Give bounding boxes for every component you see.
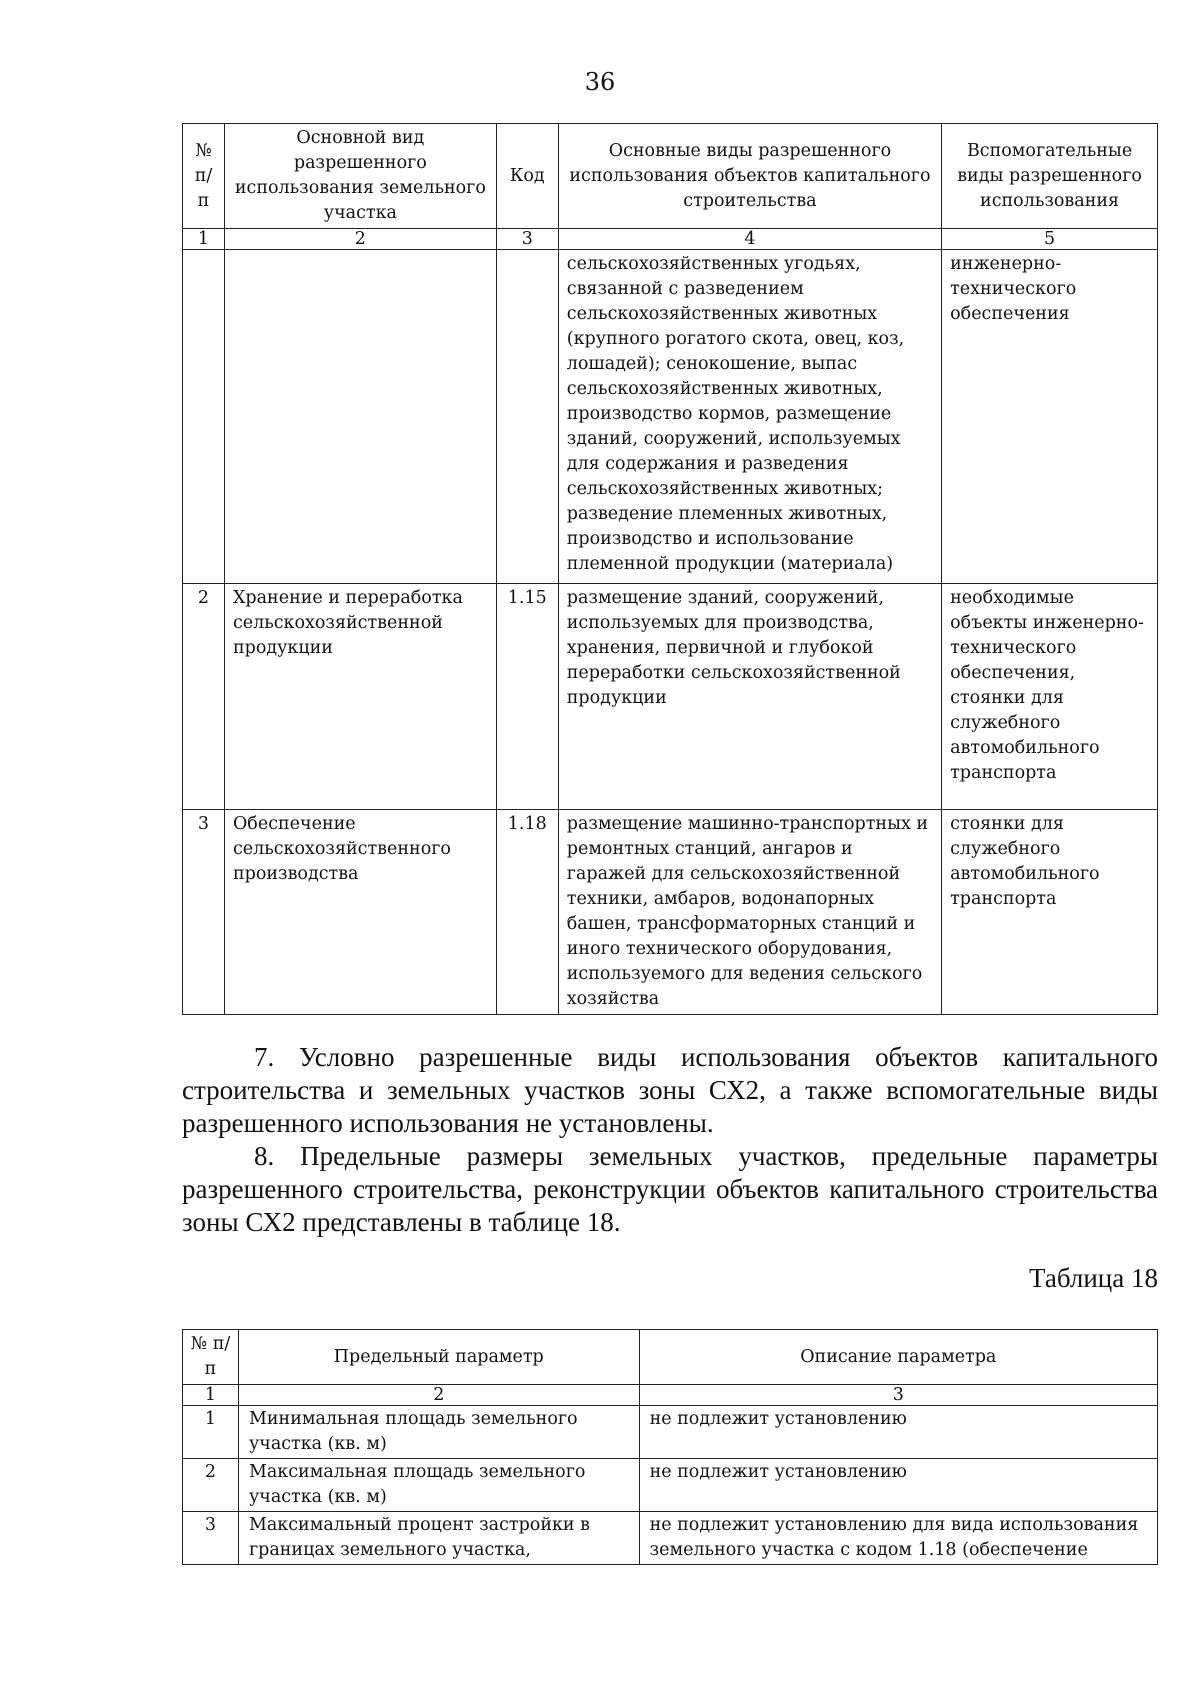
table-row <box>183 810 1158 1015</box>
row-param: Минимальная площадь земельного участка (кв. м) <box>238 1406 639 1459</box>
limit-parameters-table <box>182 1329 1158 1565</box>
table-row <box>183 1459 1158 1512</box>
page-number: 36 <box>584 68 616 96</box>
header-capital: Основные виды разрешенного использования объектов капитального строительства <box>558 124 941 229</box>
permitted-use-table <box>182 123 1158 1015</box>
row-code: 1.15 <box>496 584 558 810</box>
row-desc: не подлежит установлению <box>639 1459 1157 1512</box>
row-code <box>496 250 558 584</box>
row-main-type: Обеспечение сельскохозяйственного производства <box>224 810 496 1015</box>
col-number: 5 <box>942 229 1158 250</box>
row-num: 1 <box>183 1406 239 1459</box>
paragraph-7: 7. Условно разрешенные виды использования объектов капитального строительства и земельных участков зоны СХ2, а также вспомогательные виды разрешенного использования не установлены. <box>182 1042 1158 1138</box>
table-caption: Таблица 18 <box>1029 1263 1158 1293</box>
table-row <box>183 1512 1158 1565</box>
row-auxiliary: необходимые объекты инженерно-технического обеспечения, стоянки для служебного автомобильного транспорта <box>942 584 1158 810</box>
row-auxiliary: стоянки для служебного автомобильного транспорта <box>942 810 1158 1015</box>
col-number: 2 <box>238 1385 639 1406</box>
row-num: 2 <box>183 584 225 810</box>
header-auxiliary: Вспомогательные виды разрешенного использования <box>942 124 1158 229</box>
table-header-row <box>183 124 1158 229</box>
row-main-type <box>224 250 496 584</box>
row-capital: сельскохозяйственных угодьях, связанной с разведением сельскохозяйственных животных (крупного рогатого скота, овец, коз, лошадей); сенокошение, выпас сельскохозяйственных животных, производство кормов, размещение зданий, сооружений, используемых для содержания и разведения сельскохозяйственных животных; разведение племенных животных, производство и использование племенной продукции (материала) <box>558 250 941 584</box>
col-number: 4 <box>558 229 941 250</box>
header-num: № п/п <box>183 1330 239 1385</box>
table-header-row <box>183 1330 1158 1385</box>
row-auxiliary: инженерно-технического обеспечения <box>942 250 1158 584</box>
table-row <box>183 584 1158 810</box>
row-num <box>183 250 225 584</box>
row-num: 2 <box>183 1459 239 1512</box>
row-main-type: Хранение и переработка сельскохозяйственной продукции <box>224 584 496 810</box>
header-desc: Описание параметра <box>639 1330 1157 1385</box>
col-number: 2 <box>224 229 496 250</box>
header-code: Код <box>496 124 558 229</box>
row-desc: не подлежит установлению для вида использования земельного участка с кодом 1.18 (обеспечение <box>639 1512 1157 1565</box>
row-code: 1.18 <box>496 810 558 1015</box>
row-param: Максимальная площадь земельного участка (кв. м) <box>238 1459 639 1512</box>
row-param: Максимальный процент застройки в границах земельного участка, <box>238 1512 639 1565</box>
row-capital: размещение зданий, сооружений, используемых для производства, хранения, первичной и глубокой переработки сельскохозяйственной продукции <box>558 584 941 810</box>
column-number-row <box>183 229 1158 250</box>
column-number-row <box>183 1385 1158 1406</box>
col-number: 3 <box>496 229 558 250</box>
paragraph-8: 8. Предельные размеры земельных участков, предельные параметры разрешенного строительства, реконструкции объектов капитального строительства зоны СХ2 представлены в таблице 18. <box>182 1141 1158 1237</box>
table-row <box>183 250 1158 584</box>
col-number: 1 <box>183 229 225 250</box>
col-number: 3 <box>639 1385 1157 1406</box>
header-main-type: Основной вид разрешенного использования земельного участка <box>224 124 496 229</box>
row-desc: не подлежит установлению <box>639 1406 1157 1459</box>
row-num: 3 <box>183 1512 239 1565</box>
header-param: Предельный параметр <box>238 1330 639 1385</box>
col-number: 1 <box>183 1385 239 1406</box>
table-row <box>183 1406 1158 1459</box>
row-capital: размещение машинно-транспортных и ремонтных станций, ангаров и гаражей для сельскохозяйственной техники, амбаров, водонапорных башен, трансформаторных станций и иного технического оборудования, используемого для ведения сельского хозяйства <box>558 810 941 1015</box>
header-num: № п/п <box>183 124 225 229</box>
row-num: 3 <box>183 810 225 1015</box>
